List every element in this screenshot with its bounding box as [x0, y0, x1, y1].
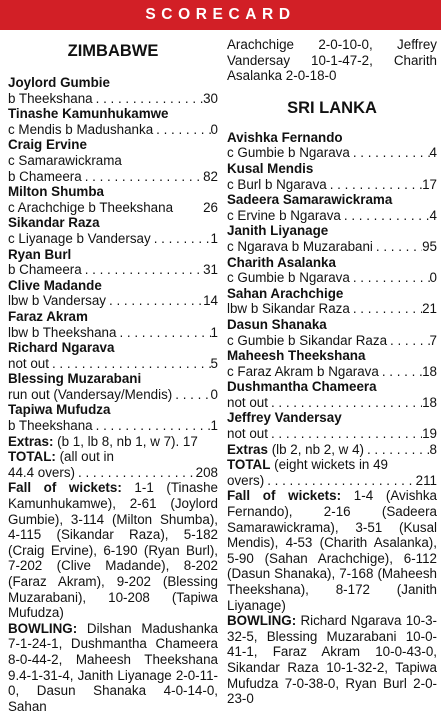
dismissal: c Gumbie b Ngarava — [227, 270, 350, 286]
batter-entry — [8, 340, 218, 371]
bowling-text: Dilshan Madushanka 7-1-24-1, Dushmantha Chameera 8-0-44-2, Maheesh Theekshana 9.4-1-31-4, Janith Liyanage 2-0-11-0, Dasun Shanaka 4-0-14-0, Sahan — [8, 620, 218, 714]
dismissal: b Chameera — [8, 168, 82, 184]
total-detail: (eight wickets in 49 — [274, 457, 388, 473]
batter-name: Blessing Muzarabani — [8, 371, 142, 387]
runs: 18 — [422, 363, 437, 379]
dismissal: c Gumbie b Sikandar Raza — [227, 332, 388, 348]
dismissal: c Ngarava b Muzarabani — [227, 238, 373, 254]
leader-dots — [373, 239, 422, 255]
batter-entry — [8, 106, 218, 137]
leader-dots — [75, 465, 196, 481]
runs: 82 — [203, 168, 218, 184]
total-label: TOTAL — [227, 457, 271, 473]
batter-name: Ryan Burl — [8, 246, 72, 262]
runs: 1 — [210, 418, 218, 434]
leader-dots — [93, 91, 203, 107]
dismissal: c Liyanage b Vandersay — [8, 230, 151, 246]
leader-dots — [151, 231, 211, 247]
leader-dots — [106, 293, 203, 309]
team-heading-zimbabwe: ZIMBABWE — [67, 42, 159, 60]
dismissal: b Chameera — [8, 262, 82, 278]
batter-name: Jeffrey Vandersay — [227, 410, 342, 426]
fow-text: 1-1 (Tinashe Kamunhukamwe), 2-61 (Joylord Gumbie), 3-114 (Milton Shumba), 4-115 (Sikandar Raza), 5-182 (Craig Ervine), 6-190 (Ryan Burl), 7-202 (Clive Madande), 8-202 (Faraz Akram), 9-202 (Blessing Muzarabani), 10-208 (Tapiwa Mufudza) — [8, 480, 218, 621]
runs: 19 — [422, 426, 437, 442]
leader-dots — [350, 270, 430, 286]
total-label: TOTAL: — [8, 449, 56, 465]
leader-dots — [350, 145, 430, 161]
total-row — [8, 449, 218, 465]
batter-entry — [8, 278, 218, 309]
banner-title: SCORECARD — [145, 6, 296, 23]
leader-dots — [364, 442, 430, 458]
bowling-text: Richard Ngarava 10-3-32-5, Blessing Muzarabani 10-0-41-1, Faraz Akram 10-0-43-0, Sikandar Raza 10-1-32-2, Tapiwa Mufudza 7-0-38-0, Ryan Burl 2-0-23-0 — [227, 613, 437, 707]
extras-row — [227, 442, 437, 458]
batter-name: Tinashe Kamunhukamwe — [8, 106, 169, 122]
runs: 17 — [422, 176, 437, 192]
extras-label: Extras — [227, 441, 268, 457]
batter-name: Janith Liyanage — [227, 223, 329, 239]
batter-name: Tapiwa Mufudza — [8, 402, 111, 418]
leader-dots — [116, 325, 210, 341]
batter-entry — [227, 286, 437, 317]
dismissal: c Mendis b Madushanka — [8, 121, 154, 137]
runs: 0 — [210, 121, 218, 137]
zimbabwe-column — [8, 31, 218, 714]
batter-name: Joylord Gumbie — [8, 75, 110, 90]
dismissal: not out — [227, 394, 268, 410]
leader-dots — [341, 208, 430, 224]
runs: 0 — [210, 386, 218, 402]
batter-entry — [227, 192, 437, 223]
batter-entry — [8, 215, 218, 246]
batter-name: Dasun Shanaka — [227, 316, 327, 332]
extras-row — [8, 434, 218, 450]
batter-entry — [8, 371, 218, 402]
leader-dots — [264, 473, 415, 489]
total-runs: 208 — [195, 464, 218, 480]
runs: 0 — [429, 270, 437, 286]
total-row — [227, 457, 437, 473]
team-heading-srilanka: SRI LANKA — [287, 98, 377, 117]
runs: 7 — [429, 332, 437, 348]
fall-of-wickets — [8, 480, 218, 620]
fow-text: 1-4 (Avishka Fernando), 2-16 (Sadeera Samarawickrama), 3-51 (Kusal Mendis), 4-53 (Charith Asalanka), 5-90 (Sahan Arachchige), 6-112 (Dasun Shanaka), 7-168 (Maheesh Theekshana), 8-172 (Janith Liyanage) — [227, 488, 437, 613]
bowling-label: BOWLING: — [8, 620, 78, 636]
batter-entry — [227, 317, 437, 348]
runs: 14 — [203, 293, 218, 309]
batter-entry — [8, 75, 218, 106]
batter-name: Sahan Arachchige — [227, 285, 344, 301]
batter-name: Sadeera Samarawickrama — [227, 192, 393, 208]
batter-name: Richard Ngarava — [8, 340, 115, 356]
batter-entry — [227, 223, 437, 254]
runs: 5 — [210, 355, 218, 371]
batter-name: Faraz Akram — [8, 308, 88, 324]
runs: 4 — [429, 145, 437, 161]
dismissal: c Ervine b Ngarava — [227, 207, 341, 223]
batter-entry — [8, 184, 218, 215]
extras-detail: (lb 2, nb 2, w 4) — [271, 441, 364, 457]
dismissal: run out (Vandersay/Mendis) — [8, 386, 173, 402]
dismissal: lbw b Vandersay — [8, 293, 107, 309]
fow-label: Fall of wickets: — [8, 480, 122, 496]
dismissal-line1: c Samarawickrama — [8, 152, 122, 168]
leader-dots — [172, 387, 210, 403]
leader-dots — [350, 301, 422, 317]
leader-dots — [387, 333, 430, 349]
dismissal: not out — [8, 355, 49, 371]
total-overs-row — [8, 465, 218, 481]
total-overs: overs) — [227, 472, 265, 488]
leader-dots — [82, 169, 203, 185]
runs: 4 — [429, 207, 437, 223]
total-runs: 211 — [415, 472, 437, 488]
batter-entry — [8, 137, 218, 184]
runs: 30 — [203, 90, 218, 106]
batter-name: Dushmantha Chameera — [227, 379, 377, 395]
runs: 1 — [210, 324, 218, 340]
leader-dots — [268, 426, 422, 442]
total-detail: (all out in — [59, 449, 114, 465]
batter-name: Avishka Fernando — [227, 129, 343, 145]
batter-name: Sikandar Raza — [8, 215, 100, 231]
runs: 18 — [422, 394, 437, 410]
batter-entry — [8, 247, 218, 278]
dismissal: c Faraz Akram b Ngarava — [227, 363, 379, 379]
batter-entry — [8, 309, 218, 340]
dismissal: lbw b Sikandar Raza — [227, 301, 350, 317]
batter-name: Milton Shumba — [8, 184, 104, 200]
extras-label: Extras: — [8, 433, 54, 449]
batter-entry — [227, 130, 437, 161]
leader-dots — [327, 177, 422, 193]
leader-dots — [268, 395, 422, 411]
batter-entry — [227, 255, 437, 286]
extras-runs: 8 — [429, 441, 437, 457]
dismissal: b Theekshana — [8, 418, 93, 434]
leader-dots — [379, 364, 422, 380]
runs: 26 — [203, 199, 218, 215]
batter-entry — [227, 410, 437, 441]
bowling — [8, 621, 218, 714]
srilanka-column — [227, 31, 437, 707]
fall-of-wickets — [227, 488, 437, 613]
batter-name: Maheesh Theekshana — [227, 348, 366, 364]
bowling — [227, 613, 437, 707]
leader-dots — [93, 418, 211, 434]
batter-entry — [8, 402, 218, 433]
extras-detail: (b 1, lb 8, nb 1, w 7). 17 — [57, 433, 198, 449]
total-overs-row — [227, 473, 437, 489]
leader-dots — [82, 262, 203, 278]
total-overs: 44.4 overs) — [8, 464, 75, 480]
batter-entry — [227, 379, 437, 410]
leader-dots — [153, 122, 210, 138]
scorecard-banner — [0, 0, 441, 30]
dismissal: b Theekshana — [8, 90, 93, 106]
leader-dots — [49, 356, 211, 372]
dismissal: lbw b Theekshana — [8, 324, 117, 340]
batter-name: Clive Madande — [8, 277, 102, 293]
fow-label: Fall of wickets: — [227, 488, 342, 504]
batter-entry — [227, 348, 437, 379]
dismissal: c Gumbie b Ngarava — [227, 145, 350, 161]
bowling-continued: Arachchige 2-0-10-0, Jeffrey Vandersay 10-1-47-2, Charith Asalanka 2-0-18-0 — [227, 37, 437, 84]
batter-entry — [227, 161, 437, 192]
runs: 21 — [422, 301, 437, 317]
bowling-label: BOWLING: — [227, 613, 297, 629]
dismissal: c Burl b Ngarava — [227, 176, 327, 192]
runs: 1 — [210, 230, 218, 246]
batter-name: Kusal Mendis — [227, 160, 314, 176]
dismissal: not out — [227, 426, 268, 442]
dismissal: c Arachchige b Theekshana — [8, 199, 174, 215]
batter-name: Craig Ervine — [8, 137, 87, 153]
runs: 31 — [203, 262, 218, 278]
runs: 95 — [422, 238, 437, 254]
batter-name: Charith Asalanka — [227, 254, 336, 270]
